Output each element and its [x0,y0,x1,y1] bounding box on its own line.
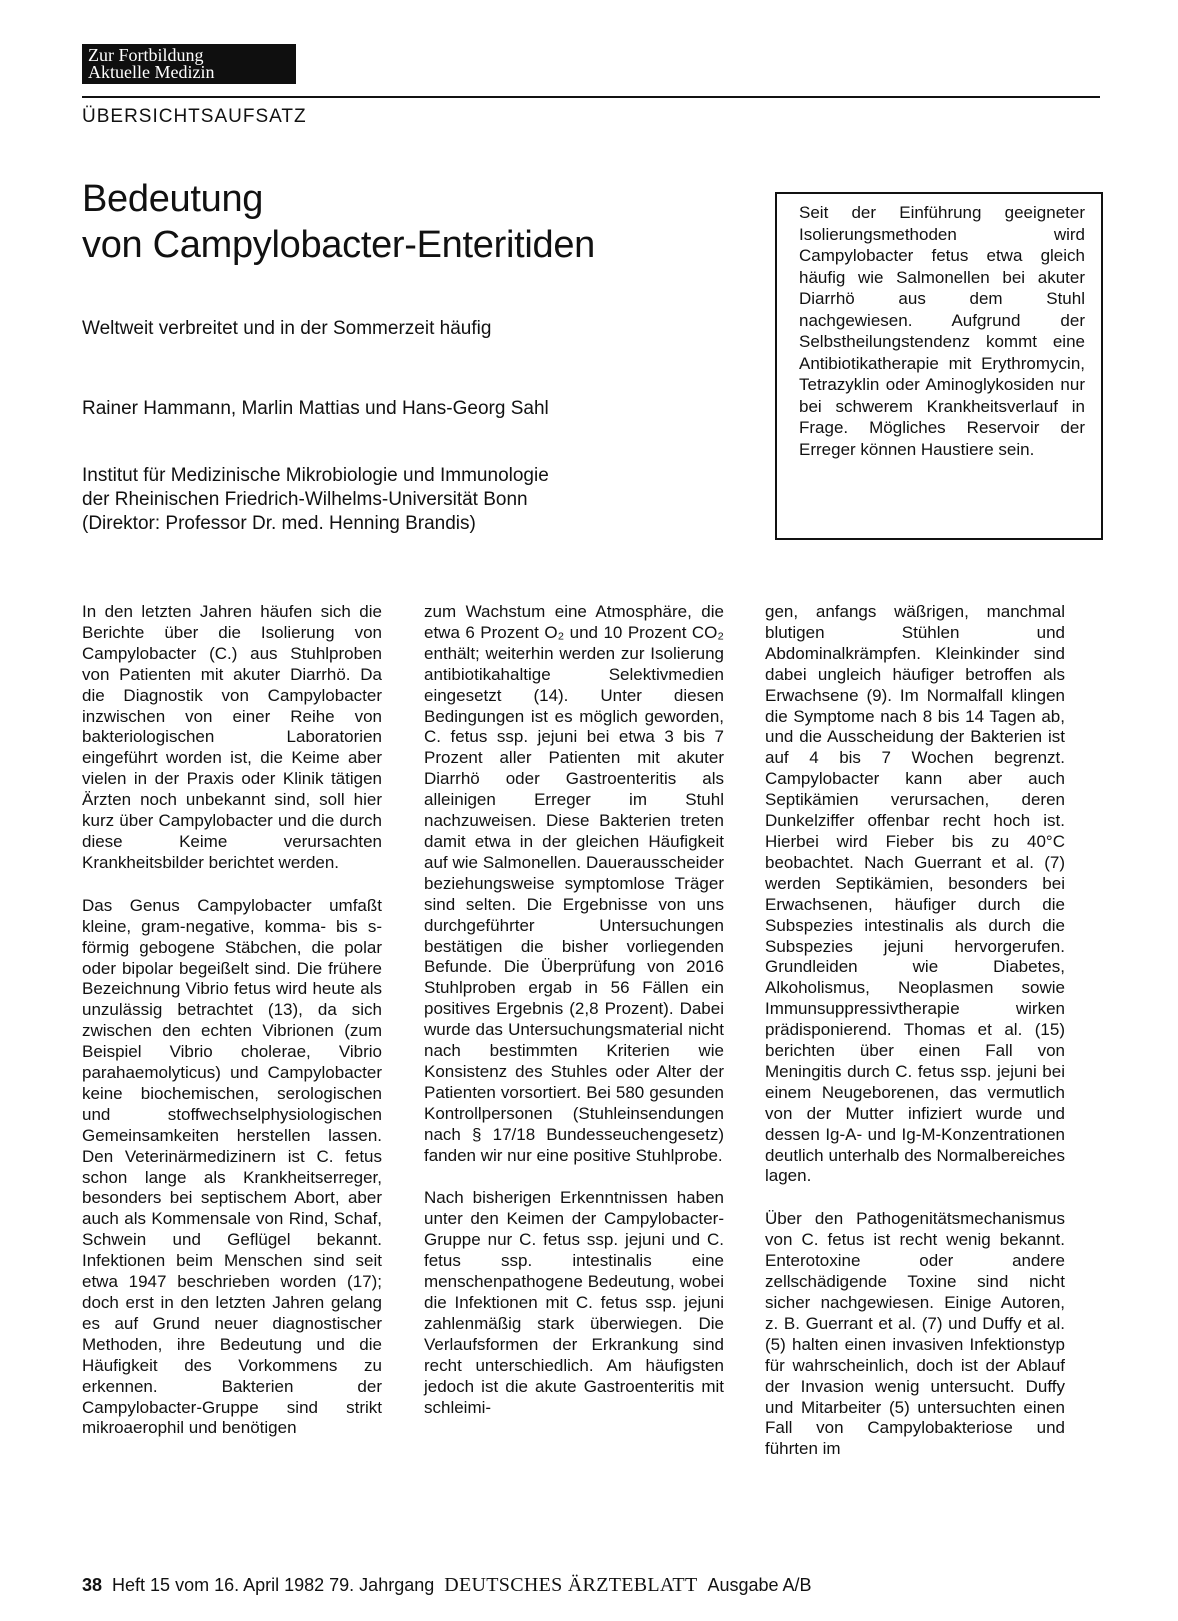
affiliation-line2: der Rheinischen Friedrich-Wilhelms-Universität Bonn [82,489,528,510]
section-tag-line1: Zur Fortbildung [88,45,204,65]
body-column-3 [765,602,1065,1482]
paragraph: Nach bisherigen Erkenntnissen haben unter den Keimen der Campylobacter-Gruppe nur C. fetus ssp. jejuni und C. fetus ssp. intestinalis eine menschenpathogene Bedeutung, wobei die Infektionen mit C. fetus ssp. jejuni zahlenmäßig stark überwiegen. Die Verlaufsformen der Erkrankung sind recht unterschiedlich. Am häufigsten jedoch ist die akute Gastroenteritis mit schleimi- [424,1188,724,1417]
paragraph: Das Genus Campylobacter umfaßt kleine, gram-negative, komma- bis s-förmig gebogene Stäbchen, die polar oder bipolar begeißelt sind. Die frühere Bezeichnung Vibrio fetus wird heute als unzulässig betrachtet (13), da sich zwischen den echten Vibrionen (zum Beispiel Vibrio cholerae, Vibrio parahaemolyticus) und Campylobacter keine biochemischen, serologischen und stoffwechselphysiologischen Gemeinsamkeiten herstellen lassen. Den Veterinärmedizinern ist C. fetus schon lange als Krankheitserreger, besonders bei septischem Abort, aber auch als Kommensale von Rind, Schaf, Schwein und Geflügel bekannt. Infektionen beim Menschen sind seit etwa 1947 beschrieben worden (17); doch erst in den letzten Jahren gelang es auf Grund neuer diagnostischer Methoden, ihre Bedeutung und die Häufigkeit des Vorkommens zu erkennen. Bakterien der Campylobacter-Gruppe sind strikt mikroaerophil und benötigen [82,895,382,1438]
paragraph: gen, anfangs wäßrigen, manchmal blutigen Stühlen und Abdominalkrämpfen. Kleinkinder sind dabei ungleich häufiger betroffen als Erwachsene (9). Im Normalfall klingen die Symptome nach 8 bis 14 Tagen ab, und die Ausscheidung der Bakterien ist auf 4 bis 7 Wochen begrenzt. Campylobacter kann aber auch Septikämien verursachen, deren Dunkelziffer offenbar recht hoch ist. Hierbei wird Fieber bis zu 40°C beobachtet. Nach Guerrant et al. (7) werden Septikämien, besonders bei Erwachsenen, häufiger durch die Subspezies intestinalis als durch die Subspezies jejuni hervorgerufen. Grundleiden wie Diabetes, Alkoholismus, Neoplasmen sowie Immunsuppressivtherapie wirken prädisponierend. Thomas et al. (15) berichten über einen Fall von Meningitis durch C. fetus ssp. jejuni bei einem Neugeborenen, das vermutlich von der Mutter infiziert wurde und dessen Ig-A- und Ig-M-Konzentrationen deutlich unterhalb des Normalbereiches lagen. [765,602,1065,1186]
page-number: 38 [82,1575,103,1595]
paragraph: zum Wachstum eine Atmosphäre, die etwa 6 Prozent O₂ und 10 Prozent CO₂ enthält; weiterhin werden zur Isolierung antibiotikahaltige Selektivmedien eingesetzt (14). Unter diesen Bedingungen ist es möglich geworden, C. fetus ssp. jejuni bei etwa 3 bis 7 Prozent aller Patienten mit akuter Diarrhö oder Gastroenteritis als alleinigen Erreger im Stuhl nachzuweisen. Diese Bakterien treten damit etwa in der gleichen Häufigkeit auf wie Salmonellen. Dauerausscheider beziehungsweise symptomlose Träger sind selten. Die Ergebnisse von uns durchgeführter Untersuchungen bestätigen die bisher vorliegenden Befunde. Die Überprüfung von 2016 Stuhlproben ergab in 56 Fällen ein positives Ergebnis (2,8 Prozent). Dabei wurde das Untersuchungsmaterial nicht nach bestimmten Kriterien wie Konsistenz des Stuhles oder Alter der Patienten vorsortiert. Bei 580 gesunden Kontrollpersonen (Stuhleinsendungen nach § 17/18 Bundesseuchengesetz) fanden wir nur eine positive Stuhlprobe. [424,602,724,1165]
paragraph: Über den Pathogenitätsmechanismus von C. fetus ist recht wenig bekannt. Enterotoxine oder andere zellschädigende Toxine sind nicht sicher nachgewiesen. Einige Autoren, z. B. Guerrant et al. (7) und Duffy et al. (5) halten einen invasiven Infektionstyp für wahrscheinlich, doch ist der Ablauf der Invasion wenig untersucht. Duffy und Mitarbeiter (5) untersuchten einen Fall von Campylobakteriose und führten im [765,1209,1065,1459]
body-column-2 [424,602,724,1440]
page-footer [82,1574,812,1597]
article-subtitle: Weltweit verbreitet und in der Sommerzeit häufig [82,318,492,339]
abstract-box: Seit der Einführung geeigneter Isolierungsmethoden wird Campylobacter fetus etwa gleich häufig wie Salmonellen bei akuter Diarrhö aus dem Stuhl nachgewiesen. Aufgrund der Selbstheilungstendenz kommt eine Antibiotikatherapie mit Erythromycin, Tetrazyklin oder Aminoglykosiden nur bei schwerem Krankheitsverlauf in Frage. Mögliches Reservoir der Erreger können Haustiere sein. [775,192,1103,540]
affiliation-line1: Institut für Medizinische Mikrobiologie und Immunologie [82,465,549,486]
title-line1: Bedeutung [82,178,264,220]
section-tag-line2: Aktuelle Medizin [88,62,215,82]
title-line2: von Campylobacter-Enteritiden [82,224,596,266]
authors: Rainer Hammann, Marlin Mattias und Hans-Georg Sahl [82,398,549,419]
affiliation [82,464,549,536]
paragraph: In den letzten Jahren häufen sich die Berichte über die Isolierung von Campylobacter (C.) aus Stuhlproben von Patienten mit akuter Diarrhö. Da die Diagnostik von Campylobacter inzwischen von einer Reihe von bakteriologischen Laboratorien eingeführt worden ist, die Keime aber vielen in der Praxis oder Klinik tätigen Ärzten noch unbekannt sind, soll hier kurz über Campylobacter und die durch diese Keime verursachten Krankheitsbilder berichtet werden. [82,602,382,872]
document-type: ÜBERSICHTSAUFSATZ [82,106,307,127]
header-rule [82,96,1100,98]
body-column-1 [82,602,382,1461]
section-tag [82,44,296,84]
edition: Ausgabe A/B [707,1575,812,1595]
affiliation-line3: (Direktor: Professor Dr. med. Henning Brandis) [82,513,476,534]
journal-name: DEUTSCHES ÄRZTEBLATT [444,1574,698,1596]
issue-info: Heft 15 vom 16. April 1982 79. Jahrgang [112,1575,435,1595]
article-title [82,176,595,268]
